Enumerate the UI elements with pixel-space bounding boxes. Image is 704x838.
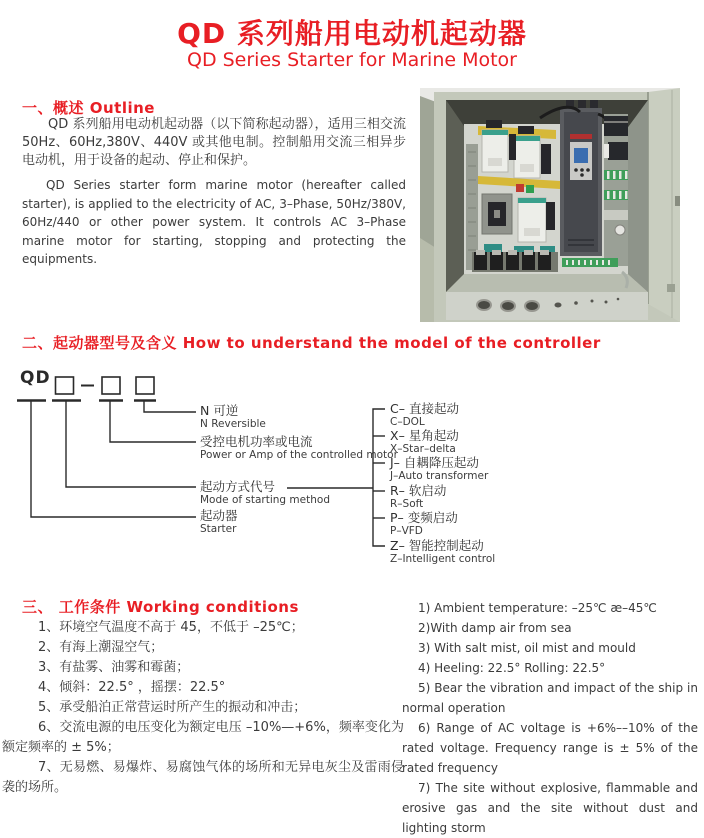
condition-cn-item: 1、环境空气温度不高于 45，不低于 –25℃； xyxy=(38,620,304,635)
start-mode-item-x: X– 星角起动 X–Star–delta xyxy=(390,428,459,455)
contactor xyxy=(514,136,540,178)
start-mode-item-z: Z– 智能控制起动 Z–Intelligent control xyxy=(390,538,496,565)
cable-gland-hole xyxy=(525,301,539,311)
condition-cn-item: 7、无易燃、易爆炸、易腐蚀气体的场所和无异电灰尘及雷雨侵袭的场所。 xyxy=(2,760,404,795)
section3-heading: 三、 工作条件 Working conditions xyxy=(22,598,299,616)
start-mode-item-j: J– 自耦降压起动 J–Auto transformer xyxy=(390,455,489,482)
cable-gland-hole xyxy=(501,301,515,311)
green-cap xyxy=(526,185,534,193)
working-conditions-en xyxy=(402,598,698,838)
condition-en-item: 4) Heeling: 22.5° Rolling: 22.5° xyxy=(418,661,606,675)
control-cabinet-illustration xyxy=(420,88,680,322)
diagram-label-power: 受控电机功率或电流 Power or Amp of the controlled motor xyxy=(200,434,398,461)
page-title: QD 系列船用电动机起动器 xyxy=(177,17,527,50)
cable-gland-hole xyxy=(555,303,562,308)
working-conditions-cn xyxy=(2,618,404,798)
condition-cn-item: 5、承受船泊正常营运时所产生的振动和冲击； xyxy=(38,700,307,715)
start-mode-item-c: C– 直接起动 C–DOL xyxy=(390,401,459,428)
vfd-red-stripe xyxy=(570,134,592,139)
condition-en-item: 2)With damp air from sea xyxy=(418,621,572,635)
section1-paragraph-cn: QD 系列船用电动机起动器（以下简称起动器），适用三相交流50Hz、60Hz,380V、440V 或其他电制。控制船用交流三相异步电动机，用于设备的起动、停止和保护。 xyxy=(22,117,406,168)
cable-gland-hole xyxy=(477,300,491,310)
condition-cn-item: 2、有海上潮湿空气； xyxy=(38,640,164,655)
red-cap xyxy=(516,184,524,192)
condition-en-item: 6) Range of AC voltage is +6%––10% of the rated voltage. Frequency range is ± 5% of the rated frequency xyxy=(402,721,698,775)
section2-heading: 二、起动器型号及含义 How to understand the model of the controller xyxy=(22,334,601,352)
condition-cn-item: 3、有盐雾、油雾和霉菌； xyxy=(38,660,190,675)
control-cabinet-photo xyxy=(420,88,680,322)
door-hinge xyxy=(675,196,680,206)
circuit-breaker xyxy=(482,194,512,234)
diagram-label-starter: 起动器 Starter xyxy=(200,508,238,535)
start-mode-item-r: R– 软启动 R–Soft xyxy=(390,483,447,510)
model-box-3 xyxy=(136,377,154,394)
aux-block xyxy=(541,144,551,174)
condition-en-item: 3) With salt mist, oil mist and mould xyxy=(418,641,636,655)
contactor xyxy=(482,130,508,172)
condition-en-item: 1) Ambient temperature: –25℃ æ–45℃ xyxy=(418,601,657,615)
door-hinge xyxy=(667,284,675,292)
condition-en-item: 5) Bear the vibration and impact of the ship in normal operation xyxy=(402,681,698,715)
section1-paragraph-en: QD Series starter form marine motor (hereafter called starter), is applied to the electricity of AC, 3–Phase, 50Hz/380V, 60Hz/440 or other power system. It controls AC 3–Phase marine motor for starting, stopping and protecting the equipments. xyxy=(22,178,406,266)
vfd-screen xyxy=(574,148,588,163)
relay-panel xyxy=(604,114,628,266)
page-subtitle: QD Series Starter for Marine Motor xyxy=(186,49,517,71)
model-box-2 xyxy=(102,377,120,394)
model-diagram xyxy=(0,360,704,590)
start-mode-item-p: P– 变频启动 P–VFD xyxy=(390,510,458,537)
start-mode-bracket xyxy=(373,409,385,546)
model-prefix: QD xyxy=(20,368,51,388)
diagram-label-reversible: N 可逆 N Reversible xyxy=(200,403,266,430)
condition-cn-item: 4、倾斜：22.5° ，摇摆：22.5° xyxy=(38,680,226,695)
section1-heading: 一、概述 Outline xyxy=(22,99,155,117)
model-box-1 xyxy=(56,377,74,394)
contactor xyxy=(518,198,546,242)
diagram-label-mode: 起动方式代号 Mode of starting method xyxy=(200,479,330,506)
vfd-unit xyxy=(560,100,602,256)
terminal-blocks xyxy=(472,250,558,272)
condition-cn-item: 6、交流电源的电压变化为额定电压 –10%—+6%，频率变化为额定频率的 ± 5%； xyxy=(2,720,404,755)
condition-en-item: 7) The site without explosive, flammable and erosive gas and the site without dust and lighting storm xyxy=(402,781,698,835)
